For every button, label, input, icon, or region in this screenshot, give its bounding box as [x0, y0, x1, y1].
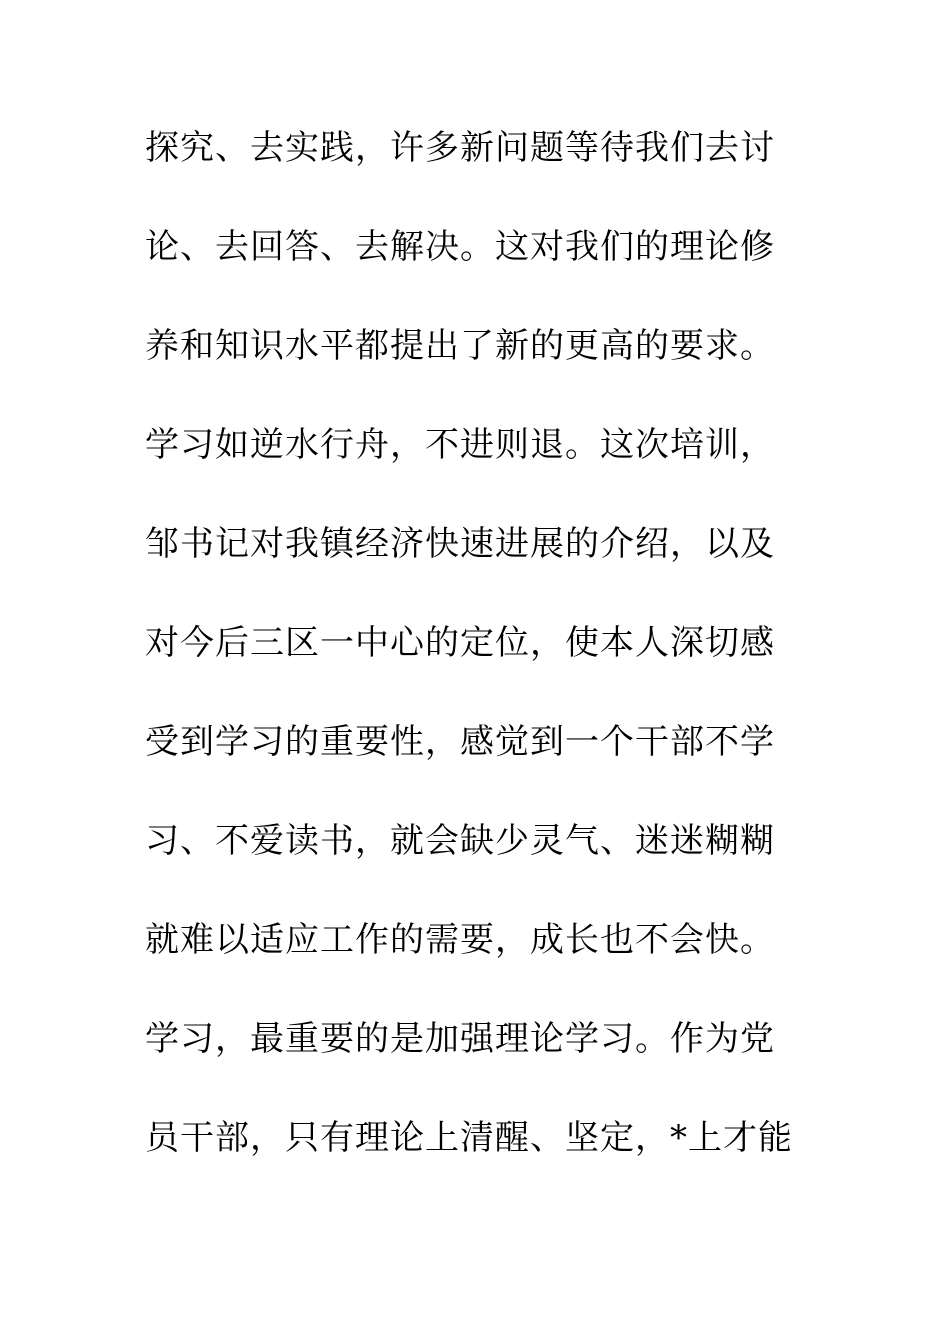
body-text-line: 习、不爱读书，就会缺少灵气、迷迷糊糊 — [145, 821, 775, 861]
body-text-line: 员干部，只有理论上清醒、坚定，*上才能 — [145, 1118, 793, 1158]
body-text-line: 探究、去实践，许多新问题等待我们去讨 — [145, 128, 775, 168]
body-text-line: 就难以适应工作的需要，成长也不会快。 — [145, 920, 775, 960]
body-text-line: 邹书记对我镇经济快速进展的介绍，以及 — [145, 524, 775, 564]
body-text-line: 对今后三区一中心的定位，使本人深切感 — [145, 623, 775, 663]
body-text-line: 养和知识水平都提出了新的更高的要求。 — [145, 326, 775, 366]
body-text-line: 学习，最重要的是加强理论学习。作为党 — [145, 1019, 775, 1059]
body-text-line: 学习如逆水行舟，不进则退。这次培训， — [145, 425, 775, 465]
body-text-line: 受到学习的重要性，感觉到一个干部不学 — [145, 722, 775, 762]
body-text-line: 论、去回答、去解决。这对我们的理论修 — [145, 227, 775, 267]
